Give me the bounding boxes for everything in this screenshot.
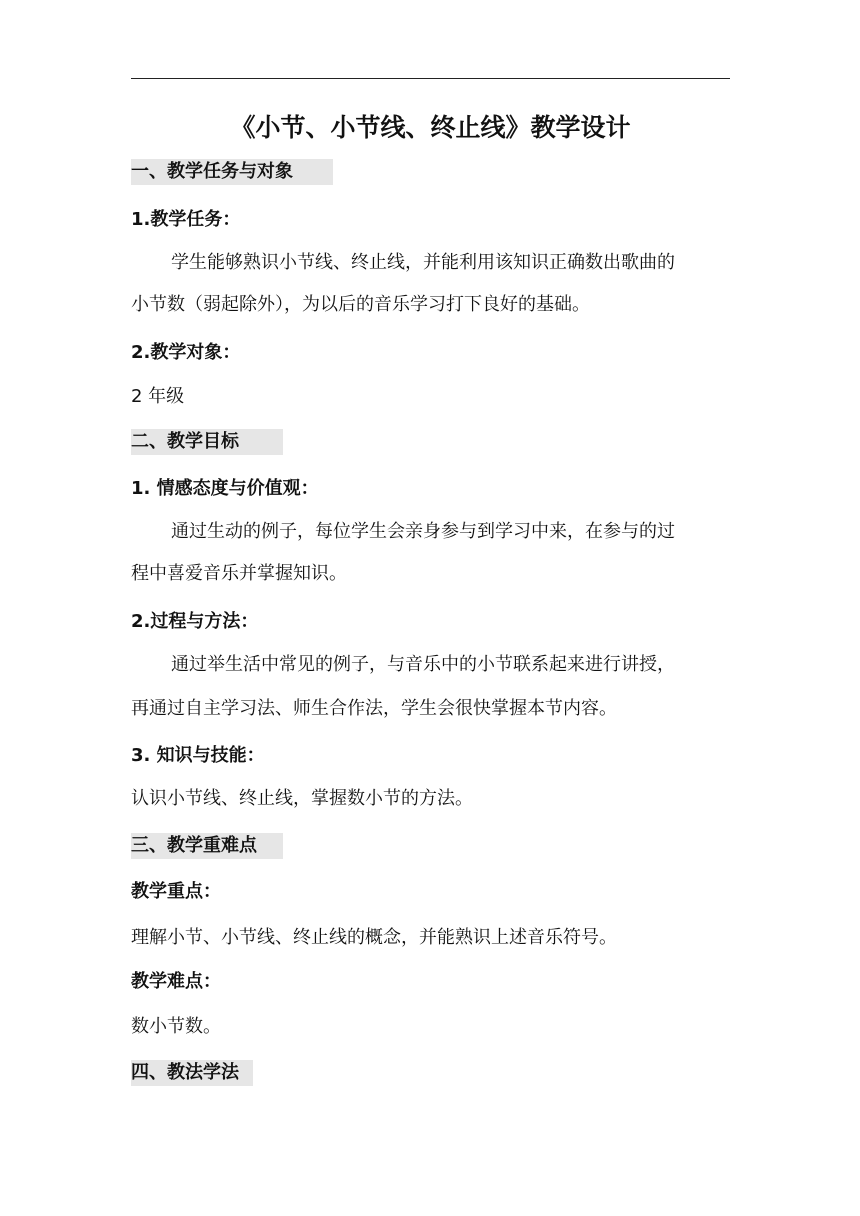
paragraph-line: 认识小节线、终止线，掌握数小节的方法。 bbox=[131, 788, 473, 809]
section-heading-3: 三、教学重难点 bbox=[131, 833, 283, 859]
paragraph-line: 通过生动的例子，每位学生会亲身参与到学习中来，在参与的过 bbox=[171, 521, 675, 542]
paragraph-line: 2 年级 bbox=[131, 386, 185, 407]
paragraph-line: 再通过自主学习法、师生合作法，学生会很快掌握本节内容。 bbox=[131, 698, 617, 719]
document-title: 《小节、小节线、终止线》教学设计 bbox=[230, 113, 631, 142]
paragraph-line: 小节数（弱起除外），为以后的音乐学习打下良好的基础。 bbox=[131, 294, 590, 315]
sub-heading-attitude: 1. 情感态度与价值观： bbox=[131, 478, 319, 499]
section-heading-4: 四、教法学法 bbox=[131, 1060, 253, 1086]
sub-heading-teaching-task: 1.教学任务： bbox=[131, 209, 241, 230]
sub-heading-knowledge: 3. 知识与技能： bbox=[131, 745, 265, 766]
section-heading-1: 一、教学任务与对象 bbox=[131, 159, 333, 185]
paragraph-line: 理解小节、小节线、终止线的概念，并能熟识上述音乐符号。 bbox=[131, 927, 617, 948]
sub-heading-difficulty: 教学难点： bbox=[131, 971, 221, 992]
paragraph-line: 学生能够熟识小节线、终止线，并能利用该知识正确数出歌曲的 bbox=[171, 252, 675, 273]
section-heading-2: 二、教学目标 bbox=[131, 429, 283, 455]
sub-heading-key-point: 教学重点： bbox=[131, 881, 221, 902]
header-rule bbox=[131, 78, 730, 79]
sub-heading-process: 2.过程与方法： bbox=[131, 611, 259, 632]
paragraph-line: 通过举生活中常见的例子，与音乐中的小节联系起来进行讲授， bbox=[171, 654, 675, 675]
paragraph-line: 程中喜爱音乐并掌握知识。 bbox=[131, 563, 347, 584]
sub-heading-teaching-object: 2.教学对象： bbox=[131, 342, 241, 363]
paragraph-line: 数小节数。 bbox=[131, 1016, 221, 1037]
